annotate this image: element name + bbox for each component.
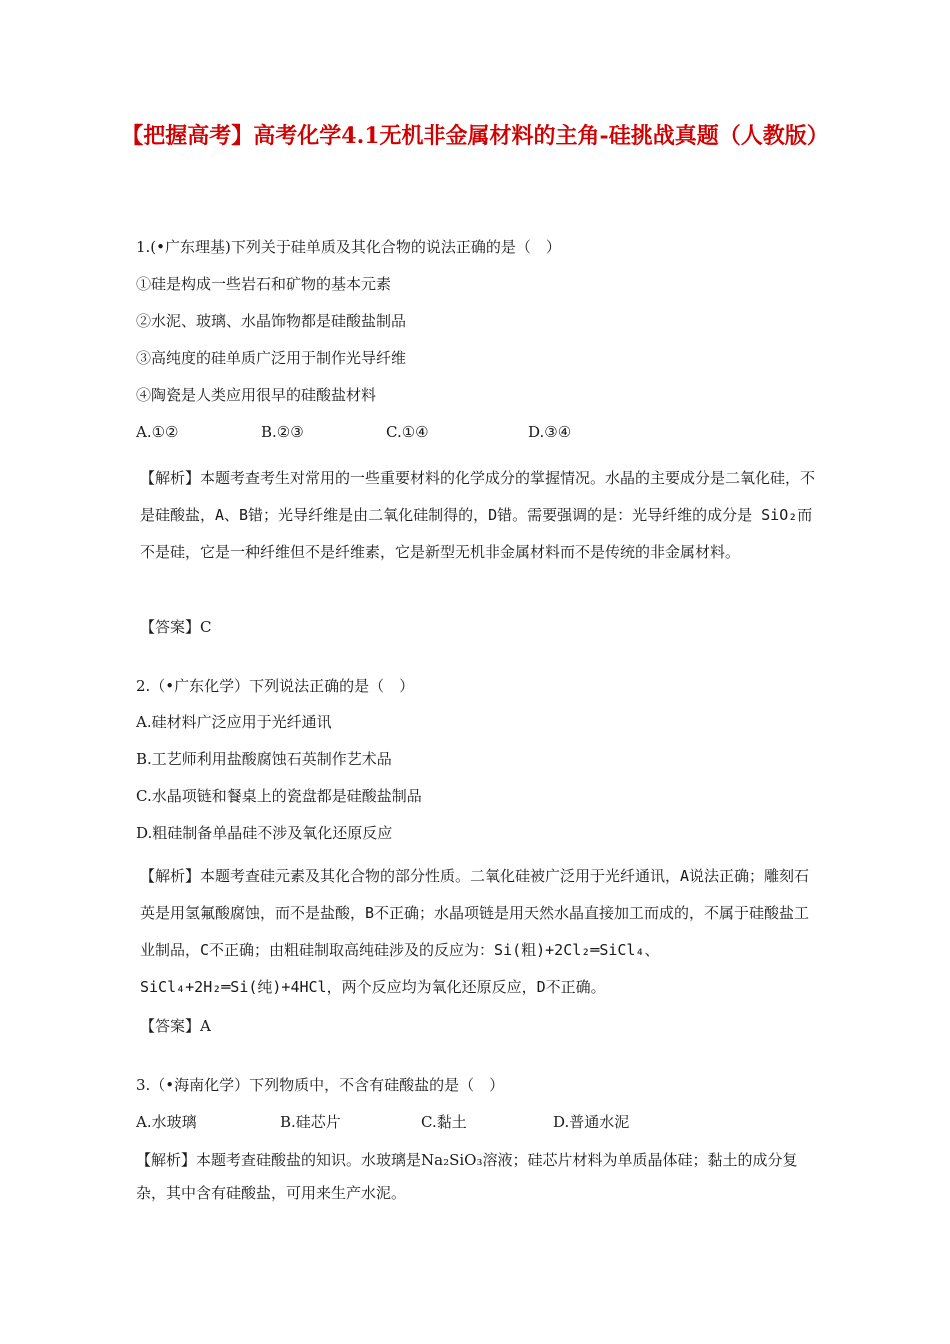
q3-option-c: C.黏土: [421, 1113, 467, 1131]
q1-option-a: A.①②: [136, 423, 179, 441]
q3-option-b: B.硅芯片: [280, 1113, 341, 1131]
q3-option-a: A.水玻璃: [136, 1113, 197, 1131]
q1-option-b: B.②③: [261, 423, 304, 441]
q1-item-1: ①硅是构成一些岩石和矿物的基本元素: [136, 275, 392, 293]
q1-item-4: ④陶瓷是人类应用很早的硅酸盐材料: [136, 386, 377, 404]
q1-item-2: ②水泥、玻璃、水晶饰物都是硅酸盐制品: [136, 312, 407, 330]
q2-answer: 【答案】A: [140, 1017, 211, 1035]
q1-option-d: D.③④: [528, 423, 572, 441]
q2-option-b: B.工艺师利用盐酸腐蚀石英制作艺术品: [136, 750, 392, 768]
q1-analysis: 【解析】本题考查考生对常用的一些重要材料的化学成分的掌握情况。水晶的主要成分是二氧化硅，不是硅酸盐，A、B错；光导纤维是由二氧化硅制得的，D错。需要强调的是：光导纤维的成分是 SiO₂而不是硅，它是一种纤维但不是纤维素，它是新型无机非金属材料而不是传统的非金属材料。: [140, 469, 816, 561]
q1-answer: 【答案】C: [140, 618, 212, 636]
document-title: 【把握高考】高考化学4.1无机非金属材料的主角-硅挑战真题（人教版）: [121, 123, 829, 149]
q3-stem: 3.（•海南化学）下列物质中，不含有硅酸盐的是（ ）: [136, 1076, 505, 1094]
q2-option-a: A.硅材料广泛应用于光纤通讯: [136, 713, 332, 731]
q3-analysis: 【解析】本题考查硅酸盐的知识。水玻璃是Na₂SiO₃溶液；硅芯片材料为单质晶体硅；黏土的成分复杂，其中含有硅酸盐，可用来生产水泥。: [136, 1151, 798, 1202]
q2-stem: 2.（•广东化学）下列说法正确的是（ ）: [136, 677, 415, 695]
q2-option-c: C.水晶项链和餐桌上的瓷盘都是硅酸盐制品: [136, 787, 422, 805]
q3-option-d: D.普通水泥: [553, 1113, 630, 1131]
q2-option-d: D.粗硅制备单晶硅不涉及氧化还原反应: [136, 824, 393, 842]
q1-option-c: C.①④: [386, 423, 429, 441]
q1-stem: 1.(•广东理基)下列关于硅单质及其化合物的说法正确的是（ ）: [136, 238, 561, 256]
q1-item-3: ③高纯度的硅单质广泛用于制作光导纤维: [136, 349, 407, 367]
q2-analysis: 【解析】本题考查硅元素及其化合物的部分性质。二氧化硅被广泛用于光纤通讯，A说法正确；雕刻石英是用氢氟酸腐蚀，而不是盐酸，B不正确；水晶项链是用天然水晶直接加工而成的，不属于硅酸盐工业制品，C不正确；由粗硅制取高纯硅涉及的反应为：Si(粗)+2Cl₂═SiCl₄、SiCl₄+2H₂═Si(纯)+4HCl，两个反应均为氧化还原反应，D不正确。: [140, 867, 810, 996]
